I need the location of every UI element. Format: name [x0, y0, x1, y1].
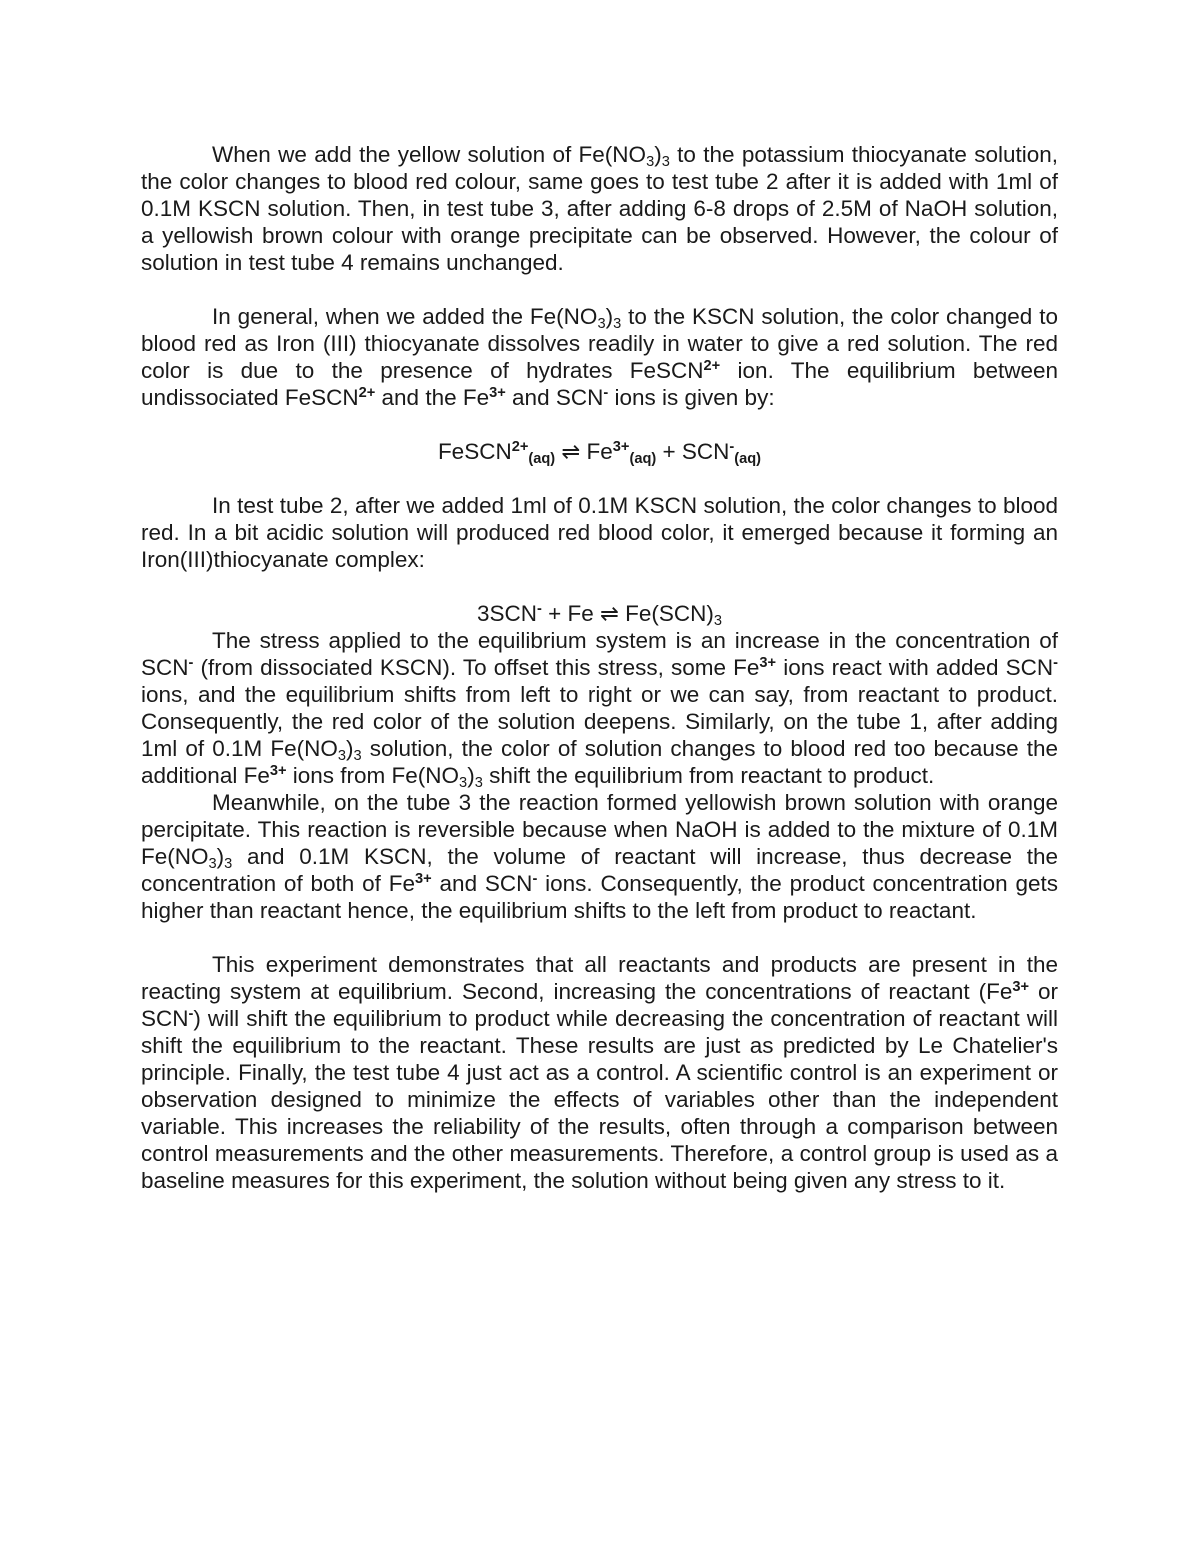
equation-fescn-dissociation: FeSCN$^{2+}_{(aq)}$ ⇌ $Fe^{3+}_{(aq)} + SCN^-_{(aq)}$: [437, 438, 762, 467]
paragraph-tube-3: Meanwhile, on the tube 3 the reaction formed yellowish brown solution with orange percipitate. This reaction is reversible because when NaOH is added to the mixture of 0.1M $Fe(NO_3)_3$ and 0.1M KSCN, the volume of reactant will increase, thus decrease the concentration of both of $Fe^{3+}$ and SCN- ions. Consequently, the product concentration gets higher than reactant hence, the equilibrium shifts to the left from product to reactant.: [141, 790, 1058, 923]
document-page: [141, 141, 1058, 1194]
paragraph-stress: The stress applied to the equilibrium system is an increase in the concentration of SCN- (from dissociated KSCN). To offset this stress, some $Fe^{3+}$ ions react with added SCN- ions, and the equilibrium shifts from left to right or we can say, from reactant to product. Consequently, the red color of the solution deepens. Similarly, on the tube 1, after adding 1ml of 0.1M $Fe(NO_3)_3$ solution, the color of solution changes to blood red too because the additional $Fe^{3+}$ ions from $Fe(NO_3)_3$ shift the equilibrium from reactant to product.: [141, 628, 1059, 791]
paragraph-spacer: [141, 573, 1058, 600]
equation-complex-formation: 3SCN- + Fe ⇌ $Fe(SCN)_3$: [476, 600, 723, 629]
paragraph-conclusion: This experiment demonstrates that all reactants and products are present in the reacting system at equilibrium. Second, increasing the concentrations of reactant ($Fe^{3+}$ or SCN-) will shift the equilibrium to product while decreasing the concentration of reactant will shift the equilibrium to the reactant. These results are just as predicted by Le Chatelier's principle. Finally, the test tube 4 just act as a control. A scientific control is an experiment or observation designed to minimize the effects of variables other than the independent variable. This increases the reliability of the results, often through a comparison between control measurements and the other measurements. Therefore, a control group is used as a baseline measures for this experiment, the solution without being given any stress to it.: [141, 952, 1058, 1193]
paragraph-spacer: [141, 411, 1058, 438]
paragraph-test-tube-2: In test tube 2, after we added 1ml of 0.1M KSCN solution, the color changes to blood red. In a bit acidic solution will produced red blood color, it emerged because it forming an Iron(III)thiocyanate complex:: [141, 493, 1058, 572]
paragraph-general: In general, when we added the $Fe(NO_3)_3$ to the KSCN solution, the color changed to blood red as Iron (III) thiocyanate dissolves readily in water to give a red solution. The red color is due to the presence of hydrates FeSCN$^{2+}$ ion. The equilibrium between undissociated FeSCN$^{2+}$ and the $Fe^{3+}$ and SCN- ions is given by:: [141, 304, 1059, 410]
paragraph-observations: When we add the yellow solution of $Fe(NO_3)_3$ to the potassium thiocyanate solution, the color changes to blood red colour, same goes to test tube 2 after it is added with 1ml of 0.1M KSCN solution. Then, in test tube 3, after adding 6-8 drops of 2.5M of NaOH solution, a yellowish brown colour with orange precipitate can be observed. However, the colour of solution in test tube 4 remains unchanged.: [141, 142, 1058, 275]
paragraph-spacer: [141, 276, 1058, 303]
paragraph-spacer: [141, 924, 1058, 951]
paragraph-spacer: [141, 465, 1058, 492]
